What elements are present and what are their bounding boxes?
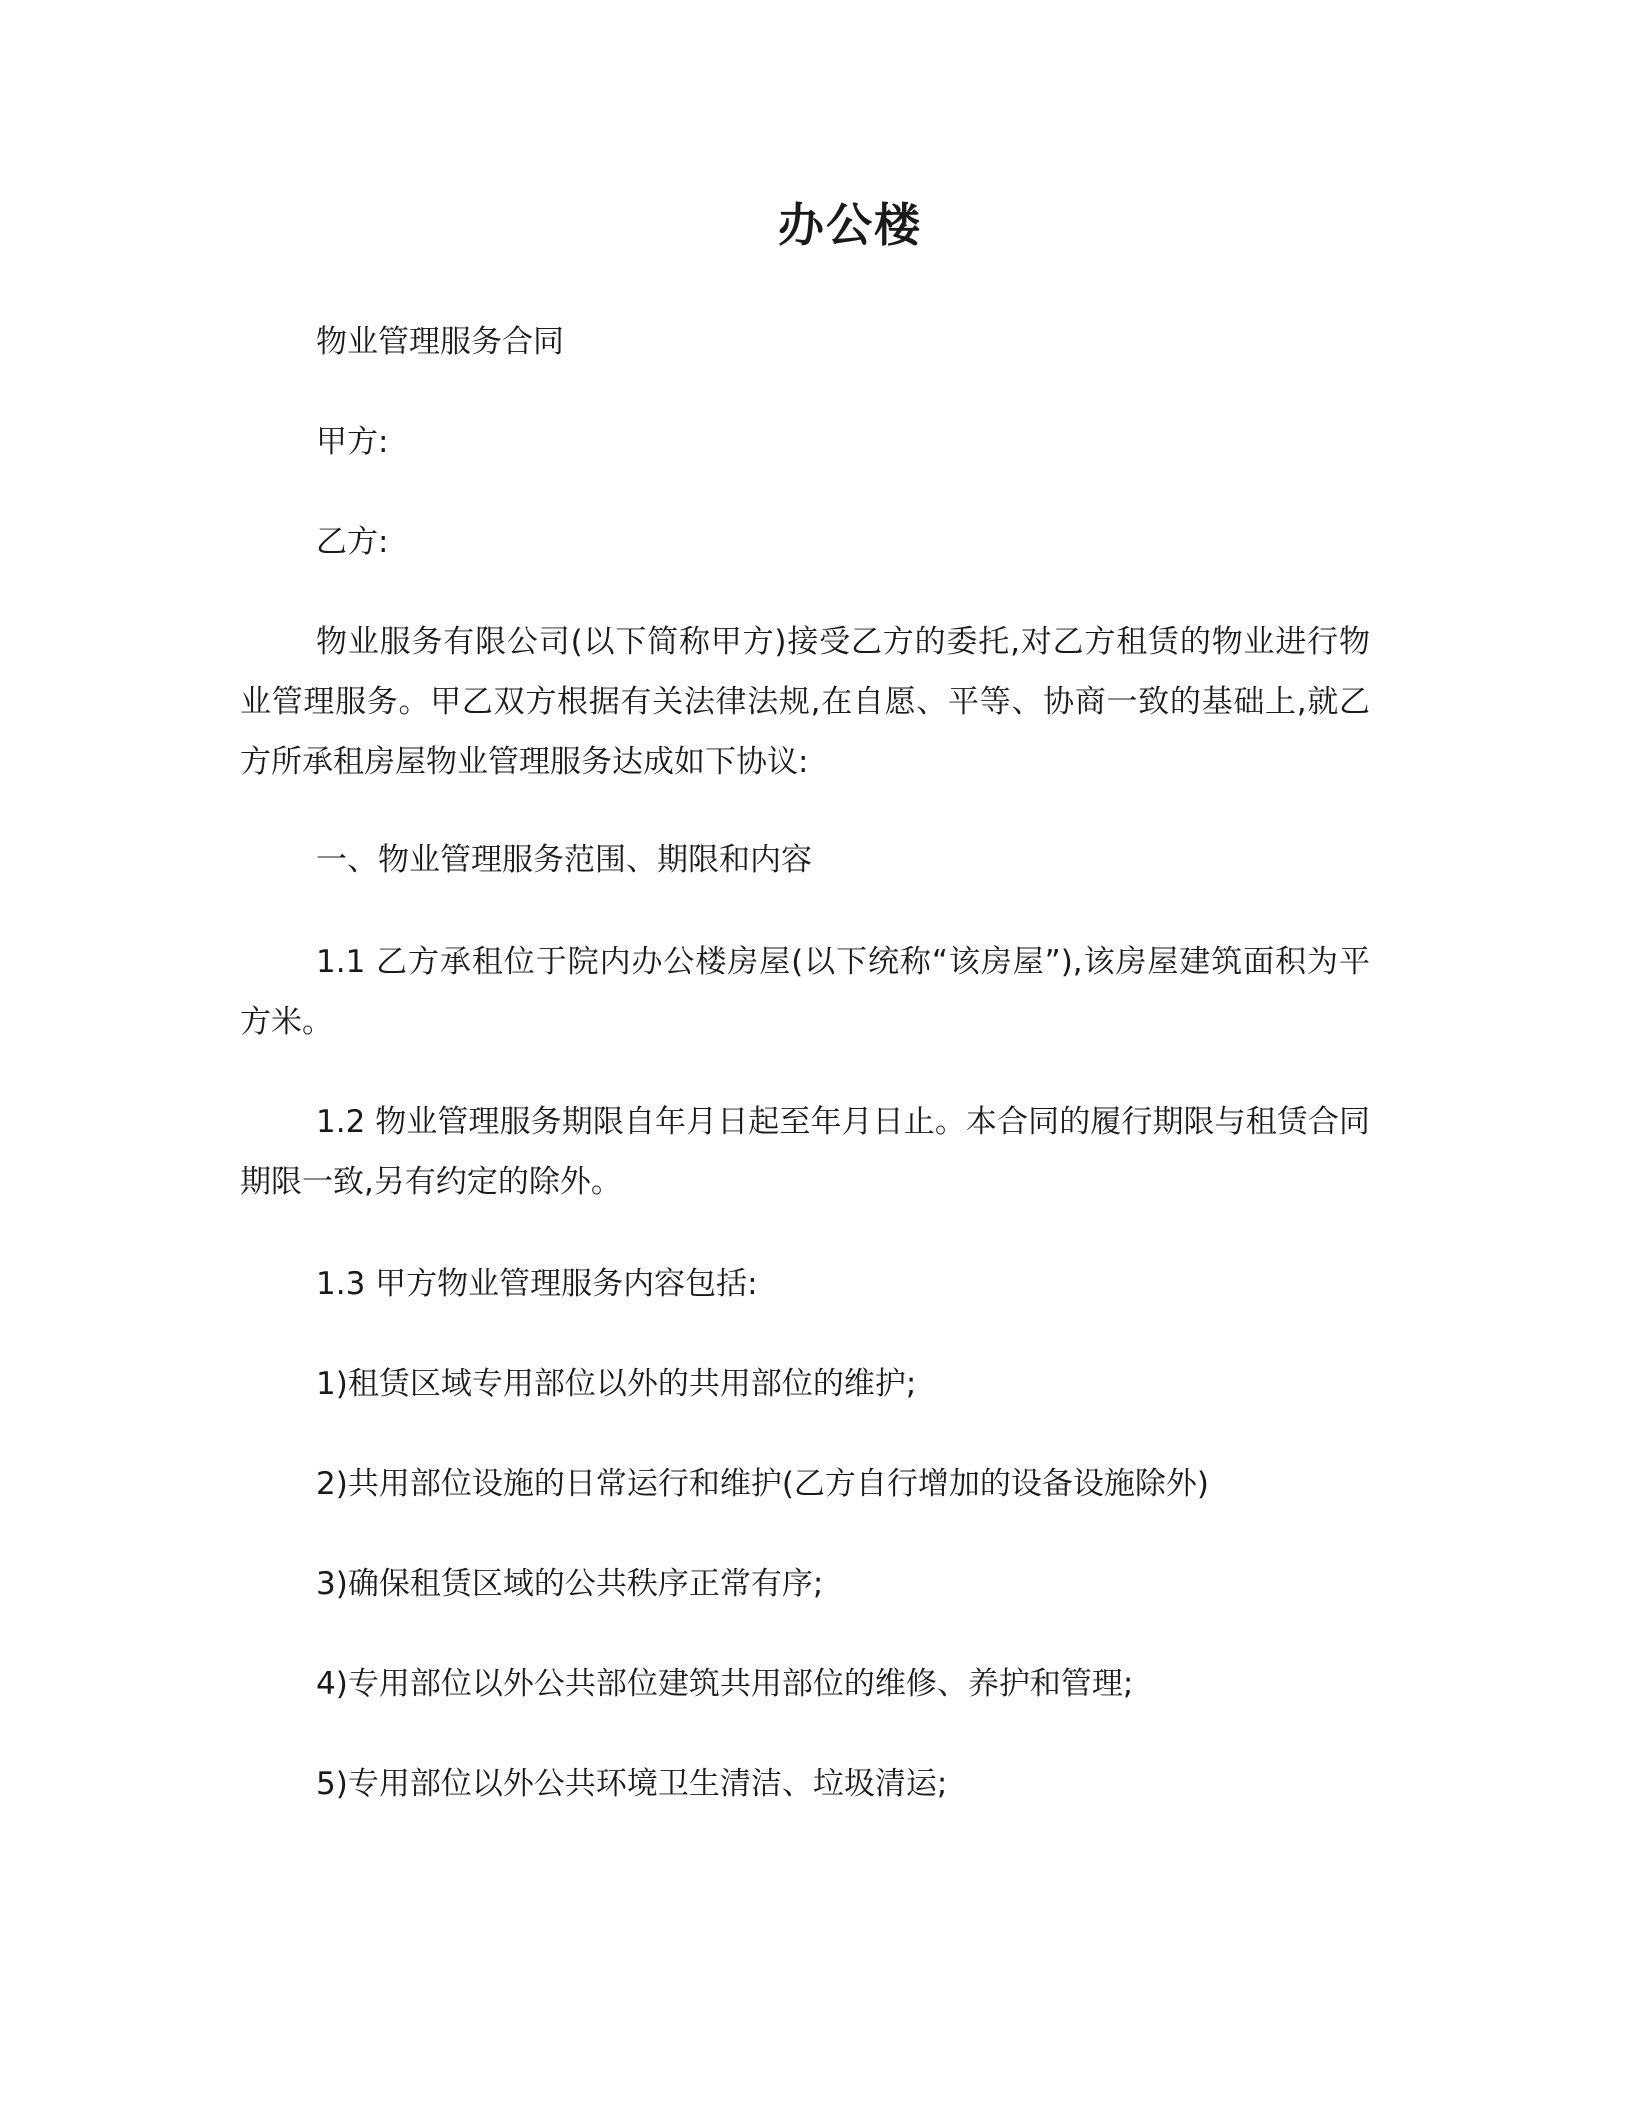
list-item: 2)共用部位设施的日常运行和维护(乙方自行增加的设备设施除外) — [316, 1466, 1210, 1502]
section-1-heading: 一、物业管理服务范围、期限和内容 — [316, 842, 812, 878]
party-b-label: 乙方: — [316, 524, 389, 560]
document-title: 办公楼 — [778, 198, 922, 252]
intro-paragraph: 物业服务有限公司(以下简称甲方)接受乙方的委托,对乙方租赁的物业进行物业管理服务。甲乙双方根据有关法律法规,在自愿、平等、协商一致的基础上,就乙方所承租房屋物业管理服务达成如下协议: — [240, 624, 1370, 780]
list-item: 3)确保租赁区域的公共秩序正常有序; — [316, 1566, 824, 1602]
list-item: 4)专用部位以外公共部位建筑共用部位的维修、养护和管理; — [316, 1666, 1134, 1702]
list-item: 5)专用部位以外公共环境卫生清洁、垃圾清运; — [316, 1766, 948, 1802]
contract-subtitle: 物业管理服务合同 — [316, 324, 564, 360]
clause-1-1: 1.1 乙方承租位于院内办公楼房屋(以下统称“该房屋”),该房屋建筑面积为平方米。 — [240, 944, 1370, 1040]
clause-1-3: 1.3 甲方物业管理服务内容包括: — [316, 1266, 758, 1302]
clause-1-2: 1.2 物业管理服务期限自年月日起至年月日止。本合同的履行期限与租赁合同期限一致,另有约定的除外。 — [240, 1104, 1370, 1200]
party-a-label: 甲方: — [316, 424, 389, 460]
list-item: 1)租赁区域专用部位以外的共用部位的维护; — [316, 1366, 917, 1402]
